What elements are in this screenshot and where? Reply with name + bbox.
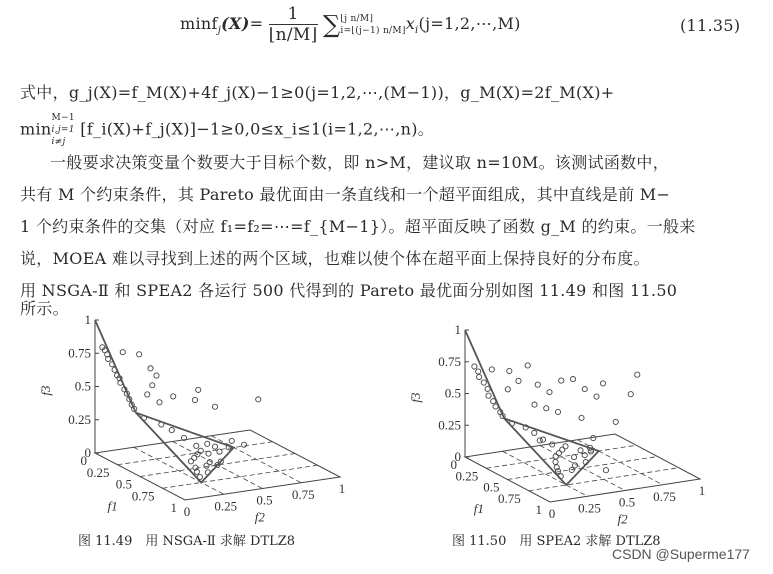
eq-lower: i=⌊(j−1) n/M⌋ — [340, 25, 406, 36]
data-point — [486, 393, 491, 398]
data-point — [613, 419, 618, 424]
data-point — [194, 443, 199, 448]
data-point — [550, 442, 555, 447]
eq-frac-num: 1 — [269, 4, 318, 25]
data-point — [169, 428, 174, 433]
z-tick-label: 0 — [84, 445, 91, 460]
para1-line1: 式中，g_j(X)=f_M(X)+4f_j(X)−1≥0(j=1,2,⋯,(M−1))，g_M(X)=2f_M(X)+ — [20, 83, 615, 102]
para2-line: 一般要求决策变量个数要大于目标个数，即 n>M，建议取 n=10M。该测试函数中， — [50, 153, 670, 172]
data-point — [145, 392, 150, 397]
f2-axis-label: f2 — [254, 509, 265, 525]
z-tick-label: 0.25 — [438, 417, 461, 433]
para2-line: 1 个约束条件的交集（对应 f₁=f₂=⋯=f_{M−1}）。超平面反映了函数 g_M 的约束。一般来 — [20, 217, 696, 236]
f2-tick-label: 0 — [548, 506, 556, 521]
data-point — [148, 366, 153, 371]
eq-sigma: ∑ — [322, 10, 341, 39]
data-point — [154, 373, 159, 378]
f2-axis-label: f2 — [617, 511, 628, 527]
data-point — [578, 448, 583, 453]
data-point — [206, 451, 211, 456]
data-point — [594, 394, 599, 399]
f1-tick-label: 1 — [170, 500, 177, 515]
para1-rest: [f_i(X)+f_j(X)]−1≥0,0≤x_i≤1(i=1,2,⋯,n)。 — [80, 119, 435, 139]
eq-range: (j=1,2,⋯,M) — [418, 14, 521, 33]
data-point — [600, 381, 605, 386]
f1-axis-label: f1 — [107, 498, 118, 514]
data-point — [150, 383, 155, 388]
data-point — [477, 374, 482, 379]
data-point — [171, 394, 176, 399]
data-point — [635, 372, 640, 377]
data-point — [120, 350, 125, 355]
para2-line: 共有 M 个约束条件，其 Pareto 最优面由一条直线和一个超平面组成，其中直线是前 M− — [20, 185, 671, 204]
grid-line — [211, 436, 301, 483]
data-point — [603, 468, 608, 473]
data-point — [556, 451, 561, 456]
data-point — [516, 378, 521, 383]
data-point — [560, 447, 565, 452]
data-point — [256, 397, 261, 402]
pareto-line — [95, 320, 136, 413]
data-point — [544, 406, 549, 411]
data-point — [537, 438, 542, 443]
f2-tick-label: 0.25 — [578, 500, 601, 516]
f1-tick-label: 0.25 — [455, 468, 479, 484]
data-point — [212, 404, 217, 409]
figure-11-50-caption: 图 11.50 用 SPEA2 求解 DTLZ8 — [452, 534, 661, 549]
f2-tick-label: 0.75 — [291, 486, 315, 502]
eq-sub: j — [217, 25, 222, 37]
data-point — [157, 400, 162, 405]
f2-tick-label: 0.5 — [618, 494, 636, 510]
eq-equals: = — [249, 14, 264, 33]
para1-cond: i≠j — [51, 137, 66, 147]
z-tick-label: 0.5 — [74, 378, 91, 394]
z-tick-label: 1 — [84, 312, 91, 327]
data-point — [507, 368, 512, 373]
eq-term-sub: i — [415, 25, 419, 37]
z-tick-label: 0.25 — [68, 411, 91, 427]
f3-axis-label: f3 — [408, 392, 423, 403]
data-point — [547, 390, 552, 395]
data-point — [481, 380, 486, 385]
f1-tick-label: 0.75 — [498, 490, 521, 506]
data-point — [628, 392, 633, 397]
z-tick-label: 0 — [454, 449, 461, 464]
f1-tick-label: 1 — [535, 502, 542, 517]
eq-term: x — [405, 14, 416, 33]
z-tick-label: 0.5 — [444, 385, 461, 401]
pareto-plane — [136, 413, 234, 483]
data-point — [532, 430, 537, 435]
data-point — [137, 352, 142, 357]
para1-lower: i,j=1 — [51, 125, 75, 135]
grid-line — [503, 451, 588, 496]
f2-tick-label: 0.75 — [653, 488, 676, 504]
data-point — [570, 377, 575, 382]
data-point — [476, 369, 481, 374]
data-point — [229, 438, 234, 443]
f1-tick-label: 0.5 — [115, 476, 132, 492]
para1-min: min — [20, 119, 52, 139]
data-point — [553, 459, 558, 464]
data-point — [525, 363, 530, 368]
data-point — [553, 454, 558, 459]
eq-min: minf — [180, 14, 218, 33]
data-point — [489, 367, 494, 372]
z-tick-label: 1 — [454, 322, 461, 337]
data-point — [204, 463, 209, 468]
data-point — [192, 397, 197, 402]
para1-upper: M−1 — [51, 113, 75, 123]
data-point — [217, 449, 222, 454]
eq-frac-den: ⌊n/M⌋ — [268, 25, 318, 45]
data-point — [196, 387, 201, 392]
f2-tick-label: 0.5 — [256, 492, 273, 508]
f3-axis-label: f3 — [38, 385, 53, 396]
data-point — [212, 444, 217, 449]
f2-tick-label: 1 — [338, 481, 346, 496]
f2-tick-label: 1 — [698, 483, 706, 498]
f1-tick-label: 0 — [80, 453, 87, 468]
figure-11-49-caption: 图 11.49 用 NSGA-Ⅱ 求解 DTLZ8 — [78, 534, 296, 549]
data-point — [205, 441, 210, 446]
data-point — [582, 387, 587, 392]
para2-line: 所示。 — [20, 299, 69, 318]
data-point — [555, 409, 560, 414]
data-point — [505, 387, 510, 392]
f1-axis-label: f1 — [473, 500, 484, 516]
f1-tick-label: 0.25 — [86, 464, 110, 480]
f2-tick-label: 0 — [183, 504, 191, 519]
f1-tick-label: 0.5 — [483, 479, 500, 495]
data-point — [532, 402, 537, 407]
data-point — [559, 378, 564, 383]
data-point — [563, 444, 568, 449]
equation-number: (11.35) — [680, 16, 741, 35]
z-tick-label: 0.75 — [438, 353, 461, 369]
pareto-plane — [504, 418, 599, 485]
f1-tick-label: 0 — [450, 457, 457, 472]
pareto-line — [465, 330, 504, 418]
watermark: CSDN @Superme177 — [612, 546, 750, 562]
eq-arg: (X) — [221, 14, 250, 33]
grid-line — [578, 440, 663, 485]
data-point — [571, 455, 576, 460]
data-point — [188, 459, 193, 464]
data-point — [579, 415, 584, 420]
para2-line: 说，MOEA 难以寻找到上述的两个区域，也难以使个体在超平面上保持良好的分布度。 — [20, 249, 650, 268]
data-point — [472, 364, 477, 369]
f2-tick-label: 0.25 — [214, 498, 238, 514]
data-point — [241, 442, 246, 447]
f1-tick-label: 0.75 — [131, 488, 155, 504]
para2-line: 用 NSGA-Ⅱ 和 SPEA2 各运行 500 代得到的 Pareto 最优面分别如图 11.49 和图 11.50 — [20, 281, 678, 300]
data-point — [535, 382, 540, 387]
eq-upper: ⌊j n/M⌋ — [340, 13, 374, 24]
z-tick-label: 0.75 — [68, 345, 91, 361]
